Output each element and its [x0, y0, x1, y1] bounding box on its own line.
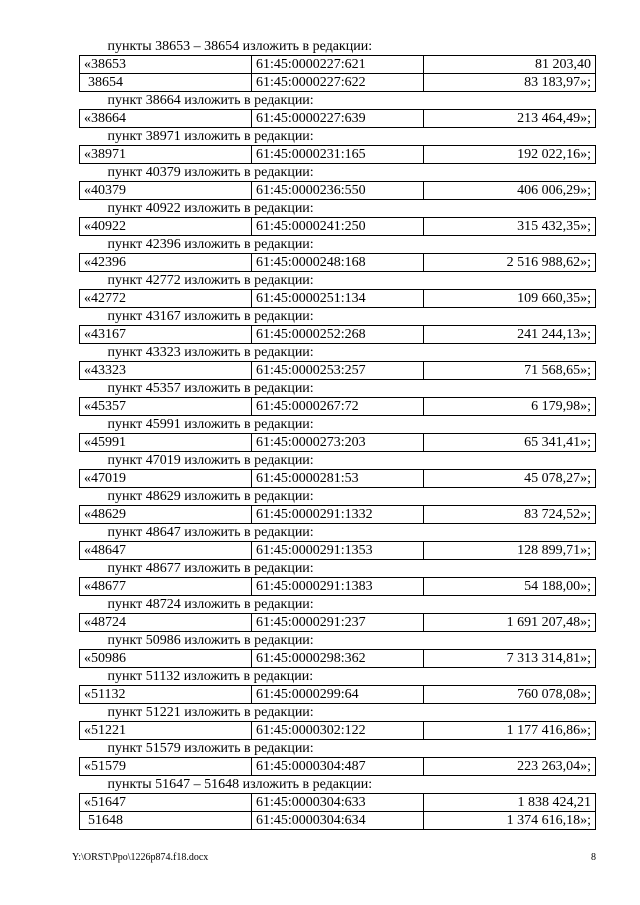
cadastral-number-cell: 61:45:0000236:550 — [252, 182, 424, 200]
value-cell: 65 341,41»; — [424, 434, 596, 452]
table-row — [80, 146, 596, 164]
item-number-cell: «51579 — [80, 758, 252, 776]
section-header-row — [80, 416, 596, 434]
item-number-cell: «38971 — [80, 146, 252, 164]
value-cell: 2 516 988,62»; — [424, 254, 596, 272]
value-cell: 1 177 416,86»; — [424, 722, 596, 740]
section-header-row — [80, 632, 596, 650]
section-header-row — [80, 452, 596, 470]
value-cell: 223 263,04»; — [424, 758, 596, 776]
section-header-text: пункт 51579 изложить в редакции: — [107, 740, 314, 756]
section-header-text: пункт 42772 изложить в редакции: — [107, 272, 314, 288]
table-row — [80, 506, 596, 524]
amendments-table — [79, 38, 596, 830]
section-header-text: пункт 48677 изложить в редакции: — [107, 560, 314, 576]
table-row — [80, 650, 596, 668]
section-header-row — [80, 236, 596, 254]
section-header-text: пункт 48629 изложить в редакции: — [107, 488, 314, 504]
item-number-cell: «38653 — [80, 56, 252, 74]
item-number-cell: «45991 — [80, 434, 252, 452]
table-row — [80, 254, 596, 272]
section-header-text: пункт 45357 изложить в редакции: — [107, 380, 314, 396]
section-header-text: пункт 42396 изложить в редакции: — [107, 236, 314, 252]
table-row — [80, 110, 596, 128]
section-header-text: пункт 43323 изложить в редакции: — [107, 344, 314, 360]
section-header-text: пункт 48724 изложить в редакции: — [107, 596, 314, 612]
section-header-text: пункт 45991 изложить в редакции: — [107, 416, 314, 432]
section-header-text: пункт 51132 изложить в редакции: — [107, 668, 314, 684]
value-cell: 760 078,08»; — [424, 686, 596, 704]
cadastral-number-cell: 61:45:0000227:621 — [252, 56, 424, 74]
value-cell: 241 244,13»; — [424, 326, 596, 344]
item-number-cell: «43323 — [80, 362, 252, 380]
section-header-row — [80, 740, 596, 758]
cadastral-number-cell: 61:45:0000273:203 — [252, 434, 424, 452]
value-cell: 1 838 424,21 — [424, 794, 596, 812]
table-row — [80, 686, 596, 704]
item-number-cell: 51648 — [80, 812, 252, 830]
value-cell: 128 899,71»; — [424, 542, 596, 560]
cadastral-number-cell: 61:45:0000291:237 — [252, 614, 424, 632]
section-header-row — [80, 488, 596, 506]
value-cell: 83 724,52»; — [424, 506, 596, 524]
value-cell: 1 374 616,18»; — [424, 812, 596, 830]
table-row — [80, 434, 596, 452]
table-row — [80, 182, 596, 200]
table-row — [80, 614, 596, 632]
item-number-cell: «48677 — [80, 578, 252, 596]
cadastral-number-cell: 61:45:0000291:1353 — [252, 542, 424, 560]
value-cell: 315 432,35»; — [424, 218, 596, 236]
cadastral-number-cell: 61:45:0000241:250 — [252, 218, 424, 236]
section-header-text: пункты 38653 – 38654 изложить в редакции: — [107, 38, 373, 54]
value-cell: 45 078,27»; — [424, 470, 596, 488]
section-header-row — [80, 308, 596, 326]
section-header-text: пункты 51647 – 51648 изложить в редакции: — [107, 776, 373, 792]
item-number-cell: 38654 — [80, 74, 252, 92]
section-header-row — [80, 128, 596, 146]
cadastral-number-cell: 61:45:0000252:268 — [252, 326, 424, 344]
table-row — [80, 542, 596, 560]
table-row — [80, 56, 596, 74]
item-number-cell: «51221 — [80, 722, 252, 740]
table-row — [80, 812, 596, 830]
value-cell: 7 313 314,81»; — [424, 650, 596, 668]
section-header-text: пункт 50986 изложить в редакции: — [107, 632, 314, 648]
section-header-text: пункт 47019 изложить в редакции: — [107, 452, 314, 468]
value-cell: 6 179,98»; — [424, 398, 596, 416]
item-number-cell: «47019 — [80, 470, 252, 488]
cadastral-number-cell: 61:45:0000248:168 — [252, 254, 424, 272]
value-cell: 71 568,65»; — [424, 362, 596, 380]
cadastral-number-cell: 61:45:0000251:134 — [252, 290, 424, 308]
table-row — [80, 794, 596, 812]
cadastral-number-cell: 61:45:0000298:362 — [252, 650, 424, 668]
section-header-text: пункт 40379 изложить в редакции: — [107, 164, 314, 180]
section-header-row — [80, 596, 596, 614]
value-cell: 192 022,16»; — [424, 146, 596, 164]
item-number-cell: «40379 — [80, 182, 252, 200]
section-header-text: пункт 48647 изложить в редакции: — [107, 524, 314, 540]
item-number-cell: «48629 — [80, 506, 252, 524]
item-number-cell: «38664 — [80, 110, 252, 128]
cadastral-number-cell: 61:45:0000291:1383 — [252, 578, 424, 596]
section-header-row — [80, 272, 596, 290]
table-row — [80, 398, 596, 416]
footer-file-path: Y:\ORST\Ppo\1226p874.f18.docx — [72, 852, 209, 863]
section-header-row — [80, 380, 596, 398]
section-header-row — [80, 524, 596, 542]
cadastral-number-cell: 61:45:0000299:64 — [252, 686, 424, 704]
cadastral-number-cell: 61:45:0000267:72 — [252, 398, 424, 416]
table-row — [80, 758, 596, 776]
cadastral-number-cell: 61:45:0000253:257 — [252, 362, 424, 380]
section-header-text: пункт 43167 изложить в редакции: — [107, 308, 314, 324]
cadastral-number-cell: 61:45:0000304:633 — [252, 794, 424, 812]
value-cell: 54 188,00»; — [424, 578, 596, 596]
section-header-row — [80, 38, 596, 56]
table-row — [80, 326, 596, 344]
item-number-cell: «40922 — [80, 218, 252, 236]
value-cell: 213 464,49»; — [424, 110, 596, 128]
cadastral-number-cell: 61:45:0000302:122 — [252, 722, 424, 740]
section-header-text: пункт 40922 изложить в редакции: — [107, 200, 314, 216]
table-row — [80, 218, 596, 236]
section-header-row — [80, 164, 596, 182]
item-number-cell: «42772 — [80, 290, 252, 308]
item-number-cell: «42396 — [80, 254, 252, 272]
item-number-cell: «51132 — [80, 686, 252, 704]
item-number-cell: «51647 — [80, 794, 252, 812]
value-cell: 1 691 207,48»; — [424, 614, 596, 632]
cadastral-number-cell: 61:45:0000304:487 — [252, 758, 424, 776]
cadastral-number-cell: 61:45:0000227:639 — [252, 110, 424, 128]
cadastral-number-cell: 61:45:0000227:622 — [252, 74, 424, 92]
section-header-row — [80, 776, 596, 794]
table-row — [80, 722, 596, 740]
amendments-table-body — [80, 38, 596, 830]
item-number-cell: «50986 — [80, 650, 252, 668]
cadastral-number-cell: 61:45:0000231:165 — [252, 146, 424, 164]
table-row — [80, 362, 596, 380]
item-number-cell: «45357 — [80, 398, 252, 416]
value-cell: 83 183,97»; — [424, 74, 596, 92]
cadastral-number-cell: 61:45:0000281:53 — [252, 470, 424, 488]
table-row — [80, 74, 596, 92]
section-header-text: пункт 38971 изложить в редакции: — [107, 128, 314, 144]
table-row — [80, 578, 596, 596]
table-row — [80, 290, 596, 308]
section-header-text: пункт 51221 изложить в редакции: — [107, 704, 314, 720]
section-header-row — [80, 560, 596, 578]
table-row — [80, 470, 596, 488]
section-header-row — [80, 92, 596, 110]
item-number-cell: «48647 — [80, 542, 252, 560]
item-number-cell: «48724 — [80, 614, 252, 632]
section-header-row — [80, 704, 596, 722]
cadastral-number-cell: 61:45:0000291:1332 — [252, 506, 424, 524]
section-header-row — [80, 344, 596, 362]
section-header-row — [80, 668, 596, 686]
document-body — [79, 38, 596, 830]
value-cell: 109 660,35»; — [424, 290, 596, 308]
cadastral-number-cell: 61:45:0000304:634 — [252, 812, 424, 830]
value-cell: 406 006,29»; — [424, 182, 596, 200]
section-header-row — [80, 200, 596, 218]
item-number-cell: «43167 — [80, 326, 252, 344]
page-number: 8 — [591, 852, 596, 863]
section-header-text: пункт 38664 изложить в редакции: — [107, 92, 314, 108]
value-cell: 81 203,40 — [424, 56, 596, 74]
